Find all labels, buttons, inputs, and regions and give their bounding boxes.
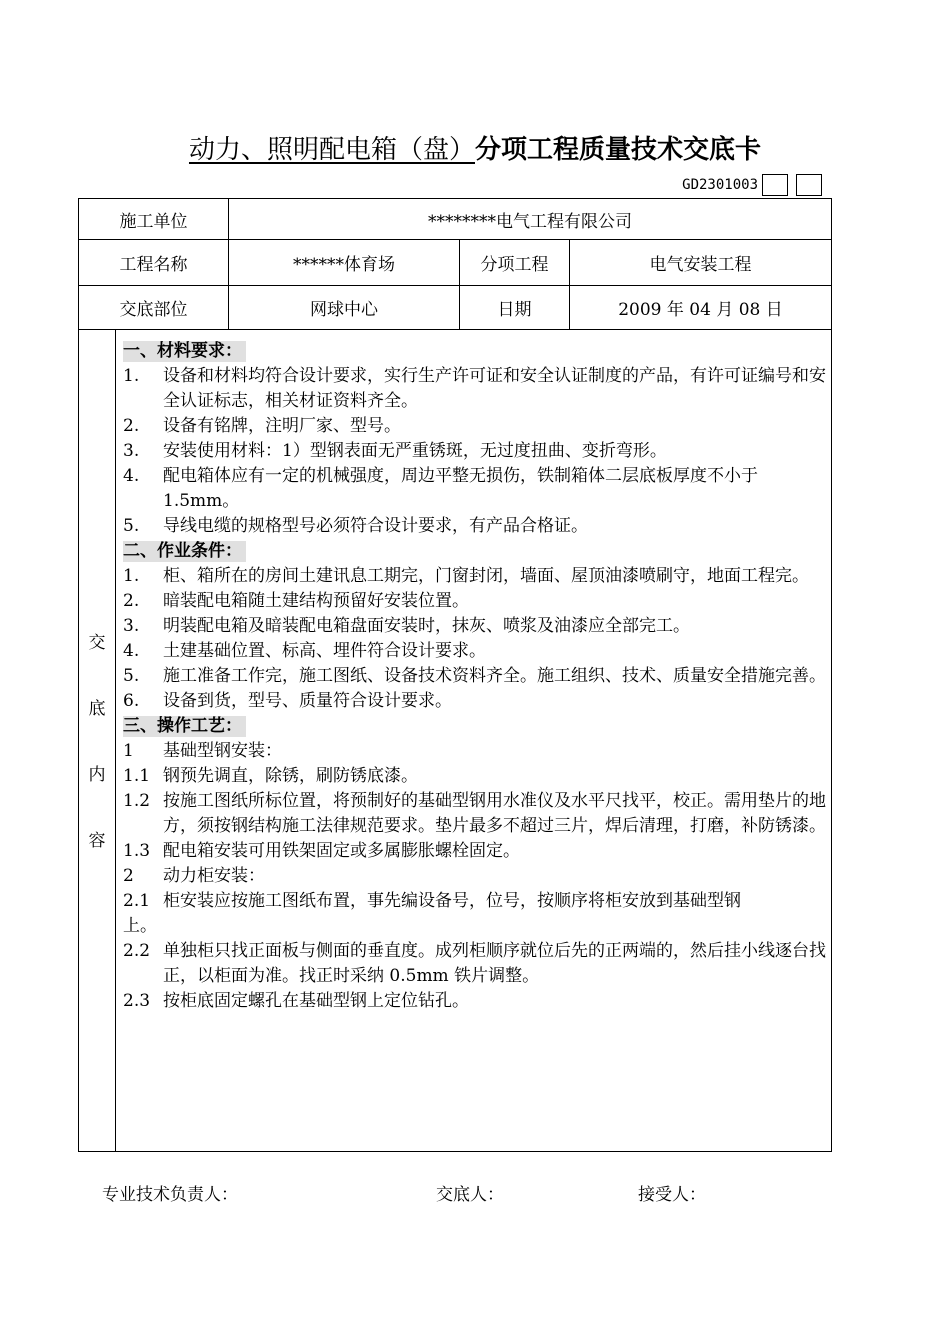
disclosure-content [123,339,827,1014]
side-label-char: 底 [88,699,106,719]
list-item: 5. 导线电缆的规格型号必须符合设计要求，有产品合格证。 [123,516,588,536]
location-label: 交底部位 [119,300,188,320]
list-item: 6. 设备到货，型号、质量符合设计要求。 [123,691,452,711]
project-label: 工程名称 [119,255,188,275]
list-item: 2 动力柜安装： [123,866,265,886]
title-subject: 动力、照明配电箱（盘） [188,135,475,165]
list-item-wrap: 上。 [123,916,157,936]
list-item: 2. 设备有铭牌，注明厂家、型号。 [123,416,401,436]
row-divider [79,329,831,330]
list-item: 2.2 单独柜只找正面板与侧面的垂直度。成列柜顺序就位后先的正两端的，然后挂小线逐台找正，以柜面为准。找正时采纳 0.5mm 铁片调整。 [123,941,826,986]
document-code: GD2301003 [682,177,758,193]
list-item: 1.2 按施工图纸所标位置，将预制好的基础型钢用水准仪及水平尺找平，校正。需用垫片的地方，须按钢结构施工法律规范要求。垫片最多不超过三片，焊后清理，打磨，补防锈漆。 [123,791,826,836]
discloser-signature-label: 交底人： [436,1185,504,1205]
list-item: 5. 施工准备工作完，施工图纸、设备技术资料齐全。施工组织、技术、质量安全措施完善。 [123,666,826,686]
list-item: 3. 明装配电箱及暗装配电箱盘面安装时，抹灰、喷浆及油漆应全部完工。 [123,616,690,636]
date-value: 2009 年 04 月 08 日 [618,300,783,320]
disclosure-form [78,198,832,1152]
list-item: 4. 土建基础位置、标高、埋件符合设计要求。 [123,641,486,661]
receiver-signature-label: 接受人： [638,1185,706,1205]
subproject-label: 分项工程 [480,255,549,275]
list-item: 2. 暗装配电箱随土建结构预留好安装位置。 [123,591,469,611]
subproject-value: 电气安装工程 [649,255,752,275]
location-value: 网球中心 [310,300,378,320]
date-label: 日期 [497,300,532,320]
side-label-char: 内 [88,765,106,785]
side-label-char: 交 [88,633,106,653]
list-item: 3. 安装使用材料：1）型钢表面无严重锈斑，无过度扭曲、变折弯形。 [123,441,667,461]
list-item: 1.3 配电箱安装可用铁架固定或多属膨胀螺栓固定。 [123,841,520,861]
section-heading-conditions: 二、作业条件： [123,541,246,562]
list-item: 4. 配电箱体应有一定的机械强度，周边平整无损伤，铁制箱体二层底板厚度不小于 [123,466,758,486]
list-item: 1. 柜、箱所在的房间土建讯息工期完，门窗封闭，墙面、屋顶油漆喷刷守，地面工程完。 [123,566,809,586]
section-heading-process: 三、操作工艺： [123,716,246,737]
code-checkbox-2[interactable] [796,174,822,196]
code-checkbox-1[interactable] [762,174,788,196]
list-item: 1.1 钢预先调直，除锈，刷防锈底漆。 [123,766,418,786]
tech-lead-signature-label: 专业技术负责人： [102,1185,238,1205]
disclosure-content-label [79,333,115,1151]
list-item-continuation: 1.5mm。 [163,491,240,511]
document-title [0,132,950,168]
list-item: 1. 设备和材料均符合设计要求，实行生产许可证和安全认证制度的产品，有许可证编号和安全认证标志，相关材证资料齐全。 [123,366,826,411]
title-main: 分项工程质量技术交底卡 [475,135,762,165]
document-code-row [682,174,822,196]
list-item: 2.1 柜安装应按施工图纸布置，事先编设备号，位号，按顺序将柜安放到基础型钢 [123,891,741,911]
project-value: ******体育场 [293,255,395,275]
side-label-char: 容 [88,831,106,851]
column-divider [115,329,116,1151]
unit-value: ********电气工程有限公司 [428,211,632,232]
list-item: 2.3 按柜底固定螺孔在基础型钢上定位钻孔。 [123,991,469,1011]
section-heading-materials: 一、材料要求： [123,341,246,362]
list-item: 1 基础型钢安装： [123,741,282,761]
unit-label: 施工单位 [119,211,188,232]
